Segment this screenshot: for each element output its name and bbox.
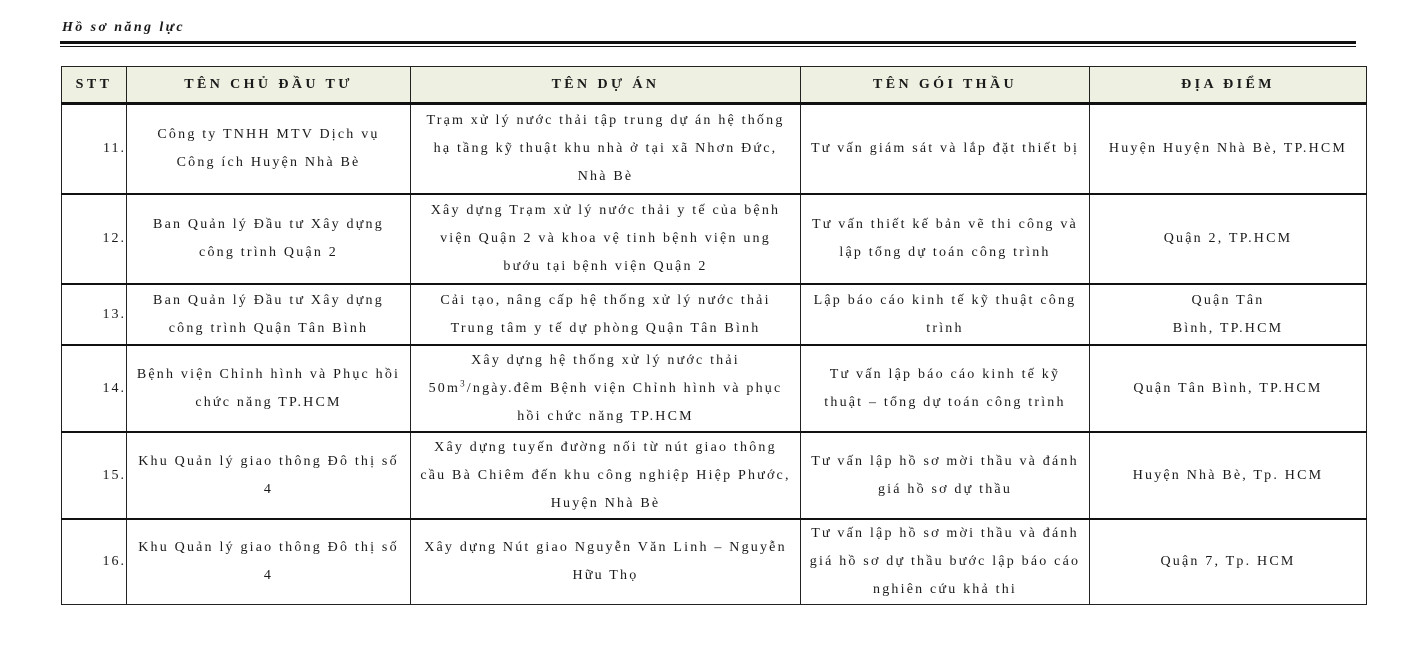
project-table — [61, 66, 1367, 605]
cell-owner: Ban Quản lý Đầu tư Xây dựng công trình Quận 2 — [127, 194, 411, 284]
project-text-end: /ngày.đêm Bệnh viện Chỉnh hình và phục hồi chức năng TP.HCM — [466, 380, 783, 424]
project-text-start: Xây dựng hệ thống xử lý nước thải 50m — [428, 352, 740, 396]
cell-stt: 11. — [62, 104, 127, 195]
location-line-2: Bình, TP.HCM — [1172, 320, 1284, 336]
column-header-owner: TÊN CHỦ ĐẦU TƯ — [127, 67, 411, 104]
cell-location: Quận Tân Bình, TP.HCM — [1090, 345, 1367, 432]
header-rule-thin — [60, 46, 1356, 47]
table-header-row — [62, 67, 1367, 104]
cell-location: Huyện Huyện Nhà Bè, TP.HCM — [1090, 104, 1367, 195]
cell-location: Quận 7, Tp. HCM — [1090, 519, 1367, 605]
table-header — [62, 67, 1367, 104]
cell-location: Quận 2, TP.HCM — [1090, 194, 1367, 284]
column-header-project: TÊN DỰ ÁN — [411, 67, 801, 104]
cell-stt: 16. — [62, 519, 127, 605]
cell-package: Tư vấn giám sát và lắp đặt thiết bị — [801, 104, 1090, 195]
cell-project: Trạm xử lý nước thải tập trung dự án hệ thống hạ tầng kỹ thuật khu nhà ở tại xã Nhơn Đức, Nhà Bè — [411, 104, 801, 195]
header-rule-thick — [60, 41, 1356, 44]
table-row — [62, 194, 1367, 284]
table-body — [62, 104, 1367, 605]
location-line-1: Quận Tân — [1191, 292, 1265, 308]
cell-owner: Công ty TNHH MTV Dịch vụ Công ích Huyện Nhà Bè — [127, 104, 411, 195]
cell-project — [411, 345, 801, 432]
table-row — [62, 104, 1367, 195]
cell-stt: 12. — [62, 194, 127, 284]
cell-location — [1090, 284, 1367, 345]
cell-stt: 15. — [62, 432, 127, 519]
cell-package: Tư vấn lập hồ sơ mời thầu và đánh giá hồ sơ dự thầu — [801, 432, 1090, 519]
cell-package: Lập báo cáo kinh tế kỹ thuật công trình — [801, 284, 1090, 345]
cell-project: Xây dựng tuyến đường nối từ nút giao thông cầu Bà Chiêm đến khu công nghiệp Hiệp Phước, Huyện Nhà Bè — [411, 432, 801, 519]
cell-package: Tư vấn lập báo cáo kinh tế kỹ thuật – tổng dự toán công trình — [801, 345, 1090, 432]
table-row — [62, 345, 1367, 432]
column-header-stt: STT — [62, 67, 127, 104]
table-row — [62, 519, 1367, 605]
page-header-title: Hồ sơ năng lực — [62, 20, 186, 35]
table-row — [62, 284, 1367, 345]
cell-project: Xây dựng Trạm xử lý nước thải y tế của bệnh viện Quận 2 và khoa vệ tinh bệnh viện ung bướu tại bệnh viện Quận 2 — [411, 194, 801, 284]
cell-owner: Bệnh viện Chỉnh hình và Phục hồi chức năng TP.HCM — [127, 345, 411, 432]
superscript-exponent: 3 — [460, 377, 467, 388]
cell-location: Huyện Nhà Bè, Tp. HCM — [1090, 432, 1367, 519]
column-header-package: TÊN GÓI THẦU — [801, 67, 1090, 104]
cell-stt: 14. — [62, 345, 127, 432]
cell-project: Cải tạo, nâng cấp hệ thống xử lý nước thải Trung tâm y tế dự phòng Quận Tân Bình — [411, 284, 801, 345]
cell-project: Xây dựng Nút giao Nguyễn Văn Linh – Nguyễn Hữu Thọ — [411, 519, 801, 605]
cell-owner: Khu Quản lý giao thông Đô thị số 4 — [127, 519, 411, 605]
cell-owner: Ban Quản lý Đầu tư Xây dựng công trình Quận Tân Bình — [127, 284, 411, 345]
column-header-location: ĐỊA ĐIỂM — [1090, 67, 1367, 104]
cell-stt: 13. — [62, 284, 127, 345]
table-row — [62, 432, 1367, 519]
cell-owner: Khu Quản lý giao thông Đô thị số 4 — [127, 432, 411, 519]
cell-package: Tư vấn lập hồ sơ mời thầu và đánh giá hồ sơ dự thầu bước lập báo cáo nghiên cứu khả thi — [801, 519, 1090, 605]
cell-package: Tư vấn thiết kế bản vẽ thi công và lập tổng dự toán công trình — [801, 194, 1090, 284]
